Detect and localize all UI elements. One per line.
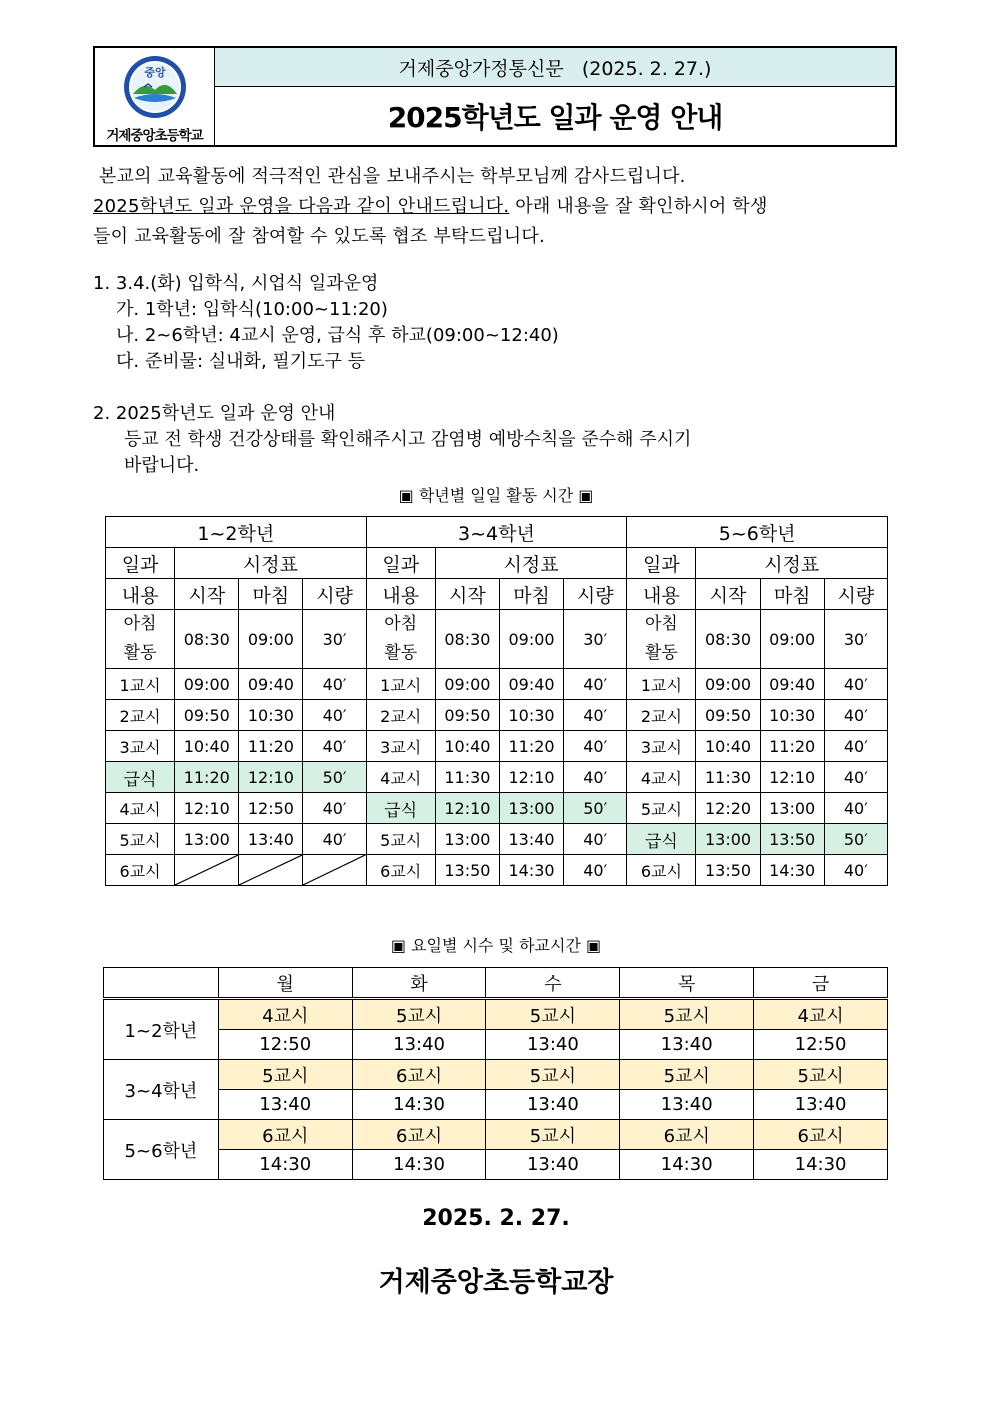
period-count-cell: 5교시 <box>620 999 754 1030</box>
duration-cell: 40′ <box>564 731 627 762</box>
dismissal-time-cell: 13:40 <box>486 1030 620 1060</box>
duration-cell: 30′ <box>564 610 627 669</box>
col-start: 시작 <box>696 579 760 610</box>
dismissal-time-cell: 14:30 <box>218 1150 352 1180</box>
grade-label: 3~4학년 <box>104 1060 219 1120</box>
start-cell: 09:00 <box>175 669 239 700</box>
group-header-3: 5~6학년 <box>627 517 888 548</box>
end-cell: 09:40 <box>239 669 303 700</box>
activity-cell: 아침 활동 <box>627 610 696 669</box>
duration-cell: 40′ <box>303 793 366 824</box>
dismissal-time-cell: 14:30 <box>754 1150 888 1180</box>
section1-item-1: 가. 1학년: 입학식(10:00~11:20) <box>116 299 388 320</box>
page-title: 2025학년도 일과 운영 안내 <box>387 101 723 134</box>
activity-cell: 아침 활동 <box>106 610 175 669</box>
dismissal-time-cell: 12:50 <box>218 1030 352 1060</box>
col-timetable: 시정표 <box>696 548 888 579</box>
schedule-row <box>106 610 888 669</box>
end-cell: 14:30 <box>760 855 824 886</box>
start-cell: 11:20 <box>175 762 239 793</box>
end-cell: 14:30 <box>499 855 563 886</box>
principal-signature: 거제중앙초등학교장 <box>378 1267 614 1298</box>
weekly-caption: ▣ 요일별 시수 및 하교시간 ▣ <box>390 936 602 955</box>
period-count-cell: 6교시 <box>754 1120 888 1150</box>
duration-cell: 40′ <box>303 824 366 855</box>
end-cell: 13:00 <box>499 793 563 824</box>
period-count-cell: 6교시 <box>352 1060 486 1090</box>
start-cell: 08:30 <box>435 610 499 669</box>
empty-slash-cell <box>175 855 239 886</box>
duration-cell: 30′ <box>824 610 887 669</box>
end-cell: 10:30 <box>239 700 303 731</box>
activity-cell: 5교시 <box>627 793 696 824</box>
duration-cell: 40′ <box>303 669 366 700</box>
duration-cell: 40′ <box>564 855 627 886</box>
newsletter-header <box>93 46 897 147</box>
activity-cell: 4교시 <box>366 762 435 793</box>
start-cell: 10:40 <box>435 731 499 762</box>
period-count-cell: 5교시 <box>754 1060 888 1090</box>
start-cell: 10:40 <box>175 731 239 762</box>
start-cell: 09:50 <box>435 700 499 731</box>
start-cell: 11:30 <box>435 762 499 793</box>
duration-cell: 30′ <box>303 610 366 669</box>
intro-underlined-text: 2025학년도 일과 운영을 다음과 같이 안내드립니다. <box>93 196 510 217</box>
start-cell: 09:00 <box>435 669 499 700</box>
end-cell: 09:00 <box>499 610 563 669</box>
activity-cell: 4교시 <box>106 793 175 824</box>
end-cell: 13:00 <box>760 793 824 824</box>
duration-cell: 40′ <box>564 762 627 793</box>
end-cell: 10:30 <box>499 700 563 731</box>
weekly-period-row <box>104 1120 888 1150</box>
col-end: 마침 <box>499 579 563 610</box>
activity-cell: 급식 <box>627 824 696 855</box>
period-count-cell: 5교시 <box>486 1120 620 1150</box>
dismissal-time-cell: 13:40 <box>620 1030 754 1060</box>
dismissal-time-cell: 13:40 <box>486 1150 620 1180</box>
duration-cell: 40′ <box>303 731 366 762</box>
section1-item-2: 나. 2~6학년: 4교시 운영, 급식 후 하교(09:00~12:40) <box>116 325 559 346</box>
weekly-dismissal-table <box>103 967 888 1180</box>
end-cell: 13:50 <box>760 824 824 855</box>
period-count-cell: 5교시 <box>486 1060 620 1090</box>
duration-cell: 40′ <box>824 762 887 793</box>
end-cell: 11:20 <box>760 731 824 762</box>
end-cell: 09:40 <box>760 669 824 700</box>
col-timetable: 시정표 <box>435 548 626 579</box>
duration-cell: 50′ <box>824 824 887 855</box>
weekly-period-row <box>104 1060 888 1090</box>
school-name: 거제중앙초등학교 <box>106 128 203 144</box>
col-duration: 시량 <box>303 579 366 610</box>
intro-line-1: 본교의 교육활동에 적극적인 관심을 보내주시는 학부모님께 감사드립니다. <box>93 166 686 187</box>
start-cell: 11:30 <box>696 762 760 793</box>
weekly-time-row <box>104 1030 888 1060</box>
period-count-cell: 6교시 <box>218 1120 352 1150</box>
grade-label: 5~6학년 <box>104 1120 219 1180</box>
schedule-row <box>106 824 888 855</box>
schedule-row <box>106 793 888 824</box>
period-count-cell: 5교시 <box>620 1060 754 1090</box>
empty-slash-cell <box>303 855 366 886</box>
activity-cell: 급식 <box>106 762 175 793</box>
end-cell: 09:40 <box>499 669 563 700</box>
col-activity-1: 일과 <box>366 548 435 579</box>
activity-cell: 1교시 <box>366 669 435 700</box>
intro-line-2 <box>93 192 897 222</box>
period-count-cell: 5교시 <box>486 999 620 1030</box>
col-end: 마침 <box>239 579 303 610</box>
activity-cell: 5교시 <box>366 824 435 855</box>
duration-cell: 50′ <box>303 762 366 793</box>
end-cell: 12:10 <box>760 762 824 793</box>
activity-cell: 2교시 <box>106 700 175 731</box>
weekly-time-row <box>104 1090 888 1120</box>
activity-cell: 2교시 <box>627 700 696 731</box>
start-cell: 09:50 <box>696 700 760 731</box>
duration-cell: 40′ <box>824 793 887 824</box>
group-header-2: 3~4학년 <box>366 517 627 548</box>
day-header: 금 <box>754 968 888 999</box>
empty-slash-cell <box>239 855 303 886</box>
dismissal-time-cell: 13:40 <box>352 1030 486 1060</box>
dismissal-time-cell: 13:40 <box>218 1090 352 1120</box>
activity-cell: 3교시 <box>627 731 696 762</box>
activity-cell: 6교시 <box>366 855 435 886</box>
col-duration: 시량 <box>564 579 627 610</box>
school-emblem-icon <box>122 54 188 120</box>
daily-schedule-table <box>105 516 888 886</box>
schedule-row <box>106 700 888 731</box>
start-cell: 12:10 <box>435 793 499 824</box>
end-cell: 11:20 <box>239 731 303 762</box>
weekly-period-row <box>104 999 888 1030</box>
day-header: 목 <box>620 968 754 999</box>
period-count-cell: 4교시 <box>754 999 888 1030</box>
end-cell: 11:20 <box>499 731 563 762</box>
day-header: 월 <box>218 968 352 999</box>
col-activity-1: 일과 <box>106 548 175 579</box>
end-cell: 10:30 <box>760 700 824 731</box>
section1-heading: 1. 3.4.(화) 입학식, 시업식 일과운영 <box>93 273 379 294</box>
end-cell: 13:40 <box>239 824 303 855</box>
dismissal-time-cell: 12:50 <box>754 1030 888 1060</box>
period-count-cell: 6교시 <box>352 1120 486 1150</box>
group-header-1: 1~2학년 <box>106 517 367 548</box>
activity-cell: 5교시 <box>106 824 175 855</box>
col-activity-2: 내용 <box>106 579 175 610</box>
schedule-row <box>106 855 888 886</box>
day-header: 화 <box>352 968 486 999</box>
col-start: 시작 <box>175 579 239 610</box>
activity-cell: 3교시 <box>366 731 435 762</box>
logo-text: 중앙 <box>143 66 166 79</box>
start-cell: 13:00 <box>175 824 239 855</box>
end-cell: 12:10 <box>239 762 303 793</box>
schedule-row <box>106 669 888 700</box>
start-cell: 12:10 <box>175 793 239 824</box>
duration-cell: 50′ <box>564 793 627 824</box>
dismissal-time-cell: 13:40 <box>754 1090 888 1120</box>
duration-cell: 40′ <box>564 824 627 855</box>
schedule-row <box>106 731 888 762</box>
activity-cell: 6교시 <box>106 855 175 886</box>
col-activity-2: 내용 <box>366 579 435 610</box>
end-cell: 09:00 <box>760 610 824 669</box>
start-cell: 09:00 <box>696 669 760 700</box>
activity-cell: 1교시 <box>106 669 175 700</box>
footer-date: 2025. 2. 27. <box>422 1206 570 1231</box>
section2-line-2: 바랍니다. <box>124 455 200 476</box>
period-count-cell: 5교시 <box>218 1060 352 1090</box>
dismissal-time-cell: 13:40 <box>620 1090 754 1120</box>
duration-cell: 40′ <box>824 700 887 731</box>
duration-cell: 40′ <box>564 669 627 700</box>
col-end: 마침 <box>760 579 824 610</box>
intro-line-2-rest: 아래 내용을 잘 확인하시어 학생 <box>509 196 768 217</box>
duration-cell: 40′ <box>824 669 887 700</box>
start-cell: 13:50 <box>435 855 499 886</box>
start-cell: 13:50 <box>696 855 760 886</box>
duration-cell: 40′ <box>824 855 887 886</box>
start-cell: 09:50 <box>175 700 239 731</box>
intro-line-3: 들이 교육활동에 잘 참여할 수 있도록 협조 부탁드립니다. <box>93 226 545 247</box>
school-logo-cell <box>95 48 215 145</box>
section1-item-3: 다. 준비물: 실내화, 필기도구 등 <box>116 351 366 372</box>
activity-cell: 2교시 <box>366 700 435 731</box>
start-cell: 12:20 <box>696 793 760 824</box>
col-activity-2: 내용 <box>627 579 696 610</box>
intro-paragraph <box>93 162 897 252</box>
duration-cell: 40′ <box>303 700 366 731</box>
newsletter-label: 거제중앙가정통신문 (2025. 2. 27.) <box>215 48 895 87</box>
col-start: 시작 <box>435 579 499 610</box>
period-count-cell: 5교시 <box>352 999 486 1030</box>
start-cell: 08:30 <box>696 610 760 669</box>
col-activity-1: 일과 <box>627 548 696 579</box>
end-cell: 09:00 <box>239 610 303 669</box>
duration-cell: 40′ <box>564 700 627 731</box>
weekly-time-row <box>104 1150 888 1180</box>
day-header: 수 <box>486 968 620 999</box>
activity-cell: 1교시 <box>627 669 696 700</box>
col-duration: 시량 <box>824 579 887 610</box>
end-cell: 12:50 <box>239 793 303 824</box>
activity-cell: 아침 활동 <box>366 610 435 669</box>
activity-cell: 6교시 <box>627 855 696 886</box>
dismissal-time-cell: 13:40 <box>486 1090 620 1120</box>
section2-heading: 2. 2025학년도 일과 운영 안내 <box>93 403 336 424</box>
schedule-caption: ▣ 학년별 일일 활동 시간 ▣ <box>398 486 594 505</box>
activity-cell: 4교시 <box>627 762 696 793</box>
dismissal-time-cell: 14:30 <box>352 1090 486 1120</box>
start-cell: 08:30 <box>175 610 239 669</box>
end-cell: 13:40 <box>499 824 563 855</box>
weekly-corner <box>104 968 219 999</box>
start-cell: 13:00 <box>696 824 760 855</box>
schedule-row <box>106 762 888 793</box>
grade-label: 1~2학년 <box>104 999 219 1060</box>
period-count-cell: 4교시 <box>218 999 352 1030</box>
activity-cell: 3교시 <box>106 731 175 762</box>
activity-cell: 급식 <box>366 793 435 824</box>
dismissal-time-cell: 14:30 <box>620 1150 754 1180</box>
duration-cell: 40′ <box>824 731 887 762</box>
dismissal-time-cell: 14:30 <box>352 1150 486 1180</box>
section2-line-1: 등교 전 학생 건강상태를 확인해주시고 감염병 예방수칙을 준수해 주시기 <box>124 429 692 450</box>
start-cell: 10:40 <box>696 731 760 762</box>
start-cell: 13:00 <box>435 824 499 855</box>
period-count-cell: 6교시 <box>620 1120 754 1150</box>
end-cell: 12:10 <box>499 762 563 793</box>
col-timetable: 시정표 <box>175 548 366 579</box>
